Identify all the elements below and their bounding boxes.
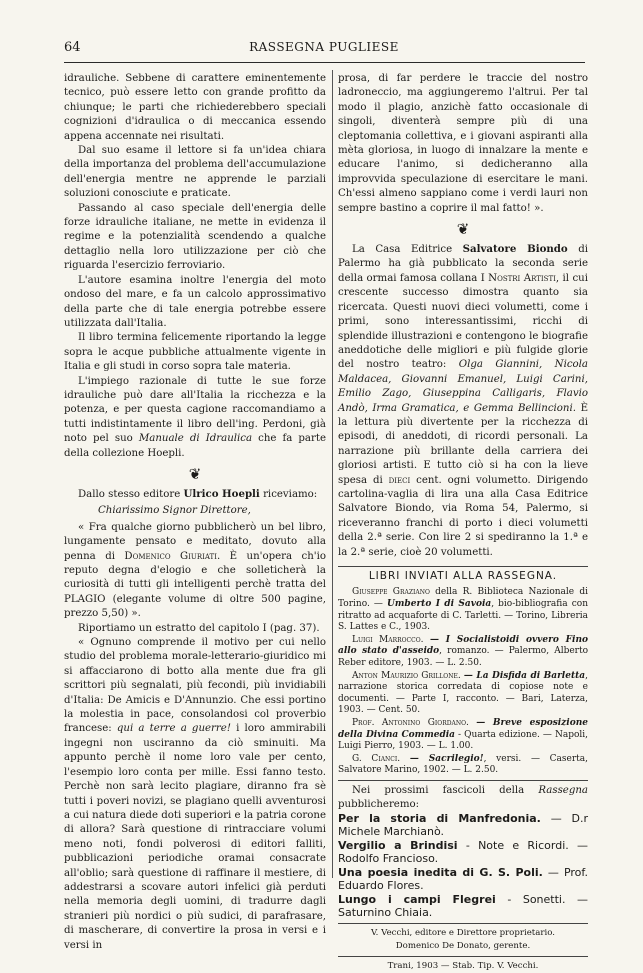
- fleuron-ornament: ❦: [456, 220, 470, 239]
- list-item: G. Cianci. — Sacrilegio!, versi. — Caserta, Salvatore Marino, 1902. — L. 2.50.: [338, 753, 588, 776]
- imprint-editor: V. Vecchi, editore e Direttore proprietario.: [370, 927, 555, 938]
- salutation: Chiarissimo Signor Direttore,: [98, 505, 251, 517]
- paragraph: « Fra qualche giorno pubblicherò un bel libro, lungamente pensato e meditato, dovuto alla penna di Domenico Giuriati. È un'opera ch'io reputo degna d'elogio e che solleticherà la curiosità di tutti gli intelligenti perchè tratta del PLAGIO (elegante volume di oltre 500 pagine, prezzo 5,50) ».: [64, 521, 326, 620]
- divider: [338, 780, 588, 781]
- list-item: Anton Maurizio Grillone. — La Disfida di Barletta, narrazione storica corredata di copiose note e documenti. — Parte I, racconto. — Bari, Laterza, 1903. — Cent. 50.: [338, 670, 588, 716]
- forthcoming-notice: Nei prossimi fascicoli della Rassegna pubblicheremo:: [338, 784, 588, 810]
- list-item: Per la storia di Manfredonia. — D.r Michele Marchianò.: [338, 811, 589, 839]
- list-item: Una poesia inedita di G. S. Poli. — Prof. Eduardo Flores.: [338, 865, 588, 893]
- paragraph: prosa, di far perdere le traccie del nostro ladroneccio, ma aggiungeremo l'altrui. Per tal modo il plagio, anzichè fatto occasionale di singoli, diventerà sempre più di una cleptomania collettiva, e i giovani aspiranti alla mèta gloriosa, in luogo di innalzare la mente e educare l'animo, si dedicheranno alla improvvida speculazione di esercitare le mani. Ch'essi almeno sappiano come i verdi lauri non sempre bastino a coprire il mal fatto! ».: [338, 73, 588, 214]
- paragraph: L'autore esamina inoltre l'energia del moto ondoso del mare, e fa un calcolo approssimativo della parte che di tale energia potrebbe essere utilizzata dall'Italia.: [64, 274, 326, 329]
- divider: [338, 956, 588, 957]
- books-received-title: LIBRI INVIATI ALLA RASSEGNA.: [338, 566, 588, 583]
- imprint-printer: Trani, 1903 — Stab. Tip. V. Vecchi.: [387, 960, 539, 971]
- header-rule: [64, 62, 585, 63]
- paragraph: idrauliche. Sebbene di carattere eminentemente tecnico, può essere letto con grande profitto da chiunque; le parti che richiederebbero speciali cognizioni d'idraulica o di meccanica essendo appena accennate nei risultati.: [64, 73, 326, 142]
- imprint-manager: Domenico De Donato, gerente.: [395, 940, 531, 951]
- paragraph: La Casa Editrice Salvatore Biondo di Palermo ha già pubblicato la seconda serie della ormai famosa collana I Nostri Artisti, il cui crescente successo dimostra quanto sia ricercata. Questi nuovi dieci volumetti, come i primi, sono interessantissimi, ricchi di splendide illustrazioni e contengono le biografie aneddotiche delle migliori e più fulgide glorie del nostro teatro: Olga Giannini, Nicola Maldacea, Giovanni Emanuel, Luigi Carini, Emilio Zago, Giuseppina Calligaris, Flavio Andò, Irma Gramatica, e Gemma Bellincioni. È la lettura più divertente per la ricchezza di episodi, di aneddoti, di ricordi personali. La narrazione più brillante della carriera dei gloriosi artisti. E tutto ciò si ha con la lieve spesa di dieci cent. ogni volumetto. Dirigendo cartolina-vaglia di lira una alla Casa Editrice Salvatore Biondo, via Roma 54, Palermo, si riceveranno franchi di porto i dieci volumetti della 2.ª serie. Con lire 2 si spediranno la 1.ª e la 2.ª serie, cioè 20 volumetti.: [338, 243, 588, 558]
- paragraph: Il libro termina felicemente riportando la legge sopra le acque pubbliche attualmente vigente in Italia e gli studi in corso sopra tale materia.: [64, 332, 326, 373]
- list-item: Luigi Marrocco. — I Socialistoidi ovvero Fino allo stato d'asseido, romanzo. — Palermo, Alberto Reber editore, 1903. — L. 2.50.: [338, 634, 589, 668]
- paragraph: Dallo stesso editore Ulrico Hoepli riceviamo:: [78, 487, 318, 500]
- paragraph: Riportiamo un estratto del capitolo I (pag. 37).: [78, 622, 320, 634]
- page-number: 64: [64, 40, 81, 55]
- forthcoming-list: [338, 812, 588, 920]
- books-received-list: [338, 587, 588, 777]
- paragraph: Passando al caso speciale dell'energia delle forze idrauliche italiane, ne mette in evidenza il regime e la potenzialità scendendo a qualche dettaglio nella loro utilizzazione per ciò che riguarda l'esercizio ferroviario.: [64, 202, 326, 272]
- list-item: Lungo i campi Flegrei - Sonetti. — Saturnino Chiaia.: [338, 892, 589, 920]
- paragraph: « Ognuno comprende il motivo per cui nello studio del problema morale-letterario-giuridico mi si affacciarono di botto alla mente due fra gli scrittori più segnalati, più fecondi, più invidiabili d'Italia: De Amicis e D'Annunzio. Che essi portino la molestia in pace, consolandosi col proverbio francese: qui a terre a guerre! i loro ammirabili ingegni non usciranno da ciò sminuiti. Ma appunto perchè il nome loro vale per cento, l'esempio loro conta per mille. Essi fanno testo. Perchè non sarà lecito plagiare, diranno fra sè tutti i poveri novizi, se plagiano quelli avventurosi a cui natura diede doti superiori e la patria corone di allora? Sarà questione di rintracciare volumi meno noti, fondi polverosi di editori falliti, pubblicazioni periodiche oramai consacrate all'oblio; sarà questione di raffinare il mestiere, di addestrarsi a scovare autori infelici già perduti nella memoria degli uomini, di tradurre dagli stranieri più nordici o più sudici, di parafrasare, di mascherare, di convertire la prosa in versi e i versi in: [64, 637, 326, 951]
- list-item: Vergilio a Brindisi - Note e Ricordi. — Rodolfo Francioso.: [338, 838, 589, 866]
- column-divider: [332, 70, 333, 878]
- divider: [338, 923, 588, 924]
- fleuron-ornament: ❦: [188, 464, 202, 483]
- page-header: [64, 40, 584, 60]
- list-item: Prof. Antonino Giordano. — Breve esposizione della Divina Commedia - Quarta edizione. — Napoli, Luigi Pierro, 1903. — L. 1.00.: [338, 717, 588, 752]
- paragraph: L'impiego razionale di tutte le sue forze idrauliche può dare all'Italia la ricchezza e la potenza, e per questa cagione raccomandiamo a tutti indistintamente il libro dell'ing. Perdoni, già noto pel suo Manuale di Idraulica che fa parte della collezione Hoepli.: [64, 375, 326, 459]
- right-column: [338, 72, 588, 973]
- left-column: [64, 72, 326, 953]
- running-title: RASSEGNA PUGLIESE: [249, 40, 399, 54]
- paragraph: Dal suo esame il lettore si fa un'idea chiara della importanza del problema dell'accumulazione dell'energia mentre ne apprende le parziali soluzioni conosciute e praticate.: [64, 145, 326, 200]
- list-item: Giuseppe Graziano della R. Biblioteca Nazionale di Torino. — Umberto I di Savoia, bio-bibliografia con ritratto ad acquaforte di C. Tarletti. — Torino, Libreria S. Lattes e C., 1903.: [338, 587, 588, 633]
